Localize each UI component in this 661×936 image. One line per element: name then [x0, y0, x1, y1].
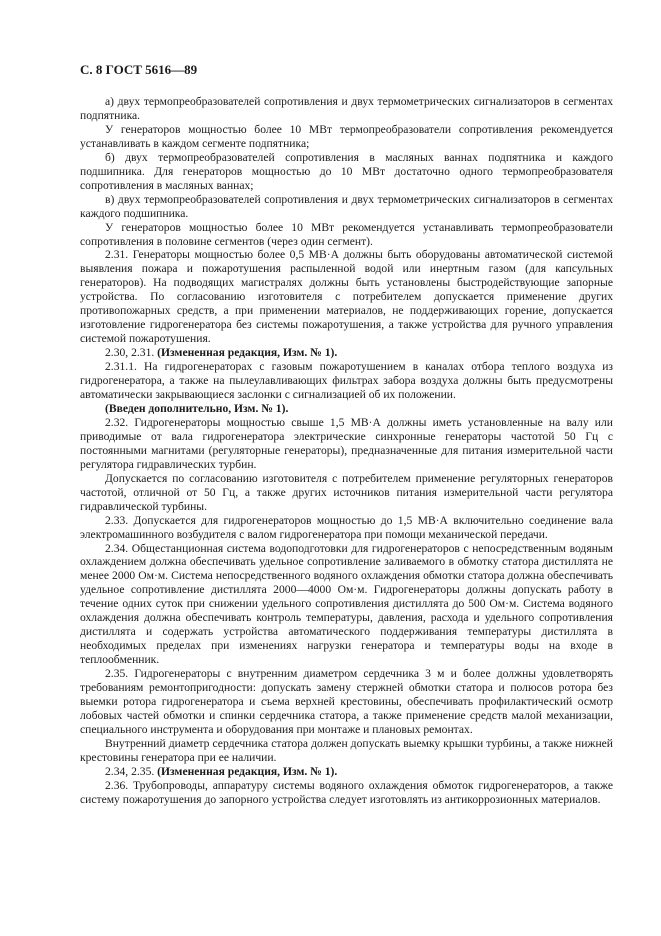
- paragraph-text: У генераторов мощностью более 10 МВт рекомендуется устанавливать термопреобразователи сопротивления в половине сегментов (через один сегмент).: [80, 220, 613, 248]
- paragraph-text: 2.31. Генераторы мощностью более 0,5 МВ·А должны быть оборудованы автоматической системой выявления пожара и пожаротушения распыленной водой или инертным газом (для капсульных генераторов). На подводящих магистралях должны быть установлены быстродействующие запорные устройства. По согласованию изготовителя с потребителем допускается применение других противопожарных средств, а при применении материалов, не поддерживающих горение, допускается изготовление гидрогенератора без системы пожаротушения, а также устройства для ручного управления системой пожаротушения.: [80, 248, 613, 346]
- paragraph: [80, 360, 613, 402]
- paragraph-text: 2.31.1. На гидрогенераторах с газовым пожаротушением в каналах отбора теплого воздуха из гидрогенератора, а также на пылеулавливающих фильтрах забора воздуха должны быть предусмотрены автоматически закрывающиеся заслонки с сигнализацией об их положении.: [80, 360, 613, 402]
- paragraph: [80, 346, 613, 360]
- paragraph-text: Внутренний диаметр сердечника статора должен допускать выемку крышки турбины, а также нижней крестовины генератора при ее наличии.: [80, 736, 613, 764]
- paragraph: [80, 472, 613, 514]
- paragraph: [80, 193, 613, 221]
- paragraph-text: в) двух термопреобразователей сопротивления и двух термометрических сигнализаторов в сегментах каждого подшипника.: [80, 192, 613, 220]
- paragraph: [80, 151, 613, 193]
- paragraph-text: Допускается по согласованию изготовителя с потребителем применение регуляторных генераторов частотой, отличной от 50 Гц, а также других источников питания измерительной части регулятора гидравлической турбины.: [80, 471, 613, 513]
- paragraph-text: 2.36. Трубопроводы, аппаратуру системы водяного охлаждения обмоток гидрогенераторов, а также систему пожаротушения до запорного устройства следует изготовлять из антикоррозионных материалов.: [80, 778, 613, 806]
- paragraph: [80, 123, 613, 151]
- paragraph: [80, 779, 613, 807]
- paragraph: [80, 95, 613, 123]
- paragraph-text: 2.30, 2.31.: [105, 346, 158, 360]
- paragraph-text: 2.33. Допускается для гидрогенераторов мощностью до 1,5 МВ·А включительно соединение вала электромашинного возбудителя с валом гидрогенератора при помощи механической передачи.: [80, 513, 613, 541]
- paragraph: [80, 667, 613, 737]
- paragraph-text: 2.34. Общестанционная система водоподготовки для гидрогенераторов с непосредственным водяным охлаждением должна обеспечивать удельное сопротивление заливаемого в обмотку статора дистиллята не менее 2000 Ом·м. Система непосредственного водяного охлаждения обмотки статора должна обеспечивать удельное сопротивление дистиллята 2000—4000 Ом·м. Гидрогенераторы должны допускать работу в течение одних суток при снижении удельного сопротивления дистиллята до 500 Ом·м. Система водяного охлаждения должна обеспечивать контроль температуры, давления, расхода и удельного сопротивления дистиллята и содержать устройства автоматического поддерживания температуры дистиллята в необходимых пределах при изменениях нагрузки генератора и температуры воды на входе в теплообменник.: [80, 541, 613, 667]
- paragraph-text: У генераторов мощностью более 10 МВт термопреобразователи сопротивления рекомендуется устанавливать в каждом сегменте подпятника;: [80, 122, 613, 150]
- paragraph: [80, 765, 613, 779]
- paragraph: [80, 221, 613, 249]
- paragraph: [80, 542, 613, 668]
- paragraph: [80, 248, 613, 346]
- amendment-note: (Введен дополнительно, Изм. № 1).: [105, 401, 289, 415]
- paragraph-text: а) двух термопреобразователей сопротивления и двух термометрических сигнализаторов в сегментах подпятника.: [80, 95, 613, 122]
- page-header: С. 8 ГОСТ 5616—89: [80, 62, 198, 77]
- paragraph-text: 2.32. Гидрогенераторы мощностью свыше 1,5 МВ·А должны иметь установленные на валу или приводимые от вала гидрогенератора электрические синхронные генераторы частотой 50 Гц с постоянными магнитами (регуляторные генераторы), предназначенные для питания измерительной части регулятора гидравлических турбин.: [80, 415, 613, 471]
- paragraph-text: 2.35. Гидрогенераторы с внутренним диаметром сердечника 3 м и более должны удовлетворять требованиям ремонтопригодности: допускать замену стержней обмотки статора и полюсов ротора без выемки ротора гидрогенератора и съема верхней крестовины, обеспечивать профилактический осмотр лобовых частей обмотки и спинки сердечника статора, а также применение средств малой механизации, специального инструмента и оборудования при монтаже и плановых ремонтах.: [80, 667, 613, 736]
- paragraph: [80, 514, 613, 542]
- paragraph: [80, 737, 613, 765]
- paragraph: [80, 402, 613, 416]
- amendment-note: (Измененная редакция, Изм. № 1).: [157, 764, 338, 778]
- document-body: [80, 95, 613, 807]
- paragraph: [80, 416, 613, 472]
- amendment-note: (Измененная редакция, Изм. № 1).: [157, 346, 338, 360]
- document-page: [80, 62, 613, 807]
- paragraph-text: 2.34, 2.35.: [105, 764, 158, 778]
- paragraph-text: б) двух термопреобразователей сопротивления в масляных ваннах подпятника и каждого подшипника. Для генераторов мощностью до 10 МВт достаточно одного термопреобразователя сопротивления в масляных ваннах;: [80, 150, 613, 192]
